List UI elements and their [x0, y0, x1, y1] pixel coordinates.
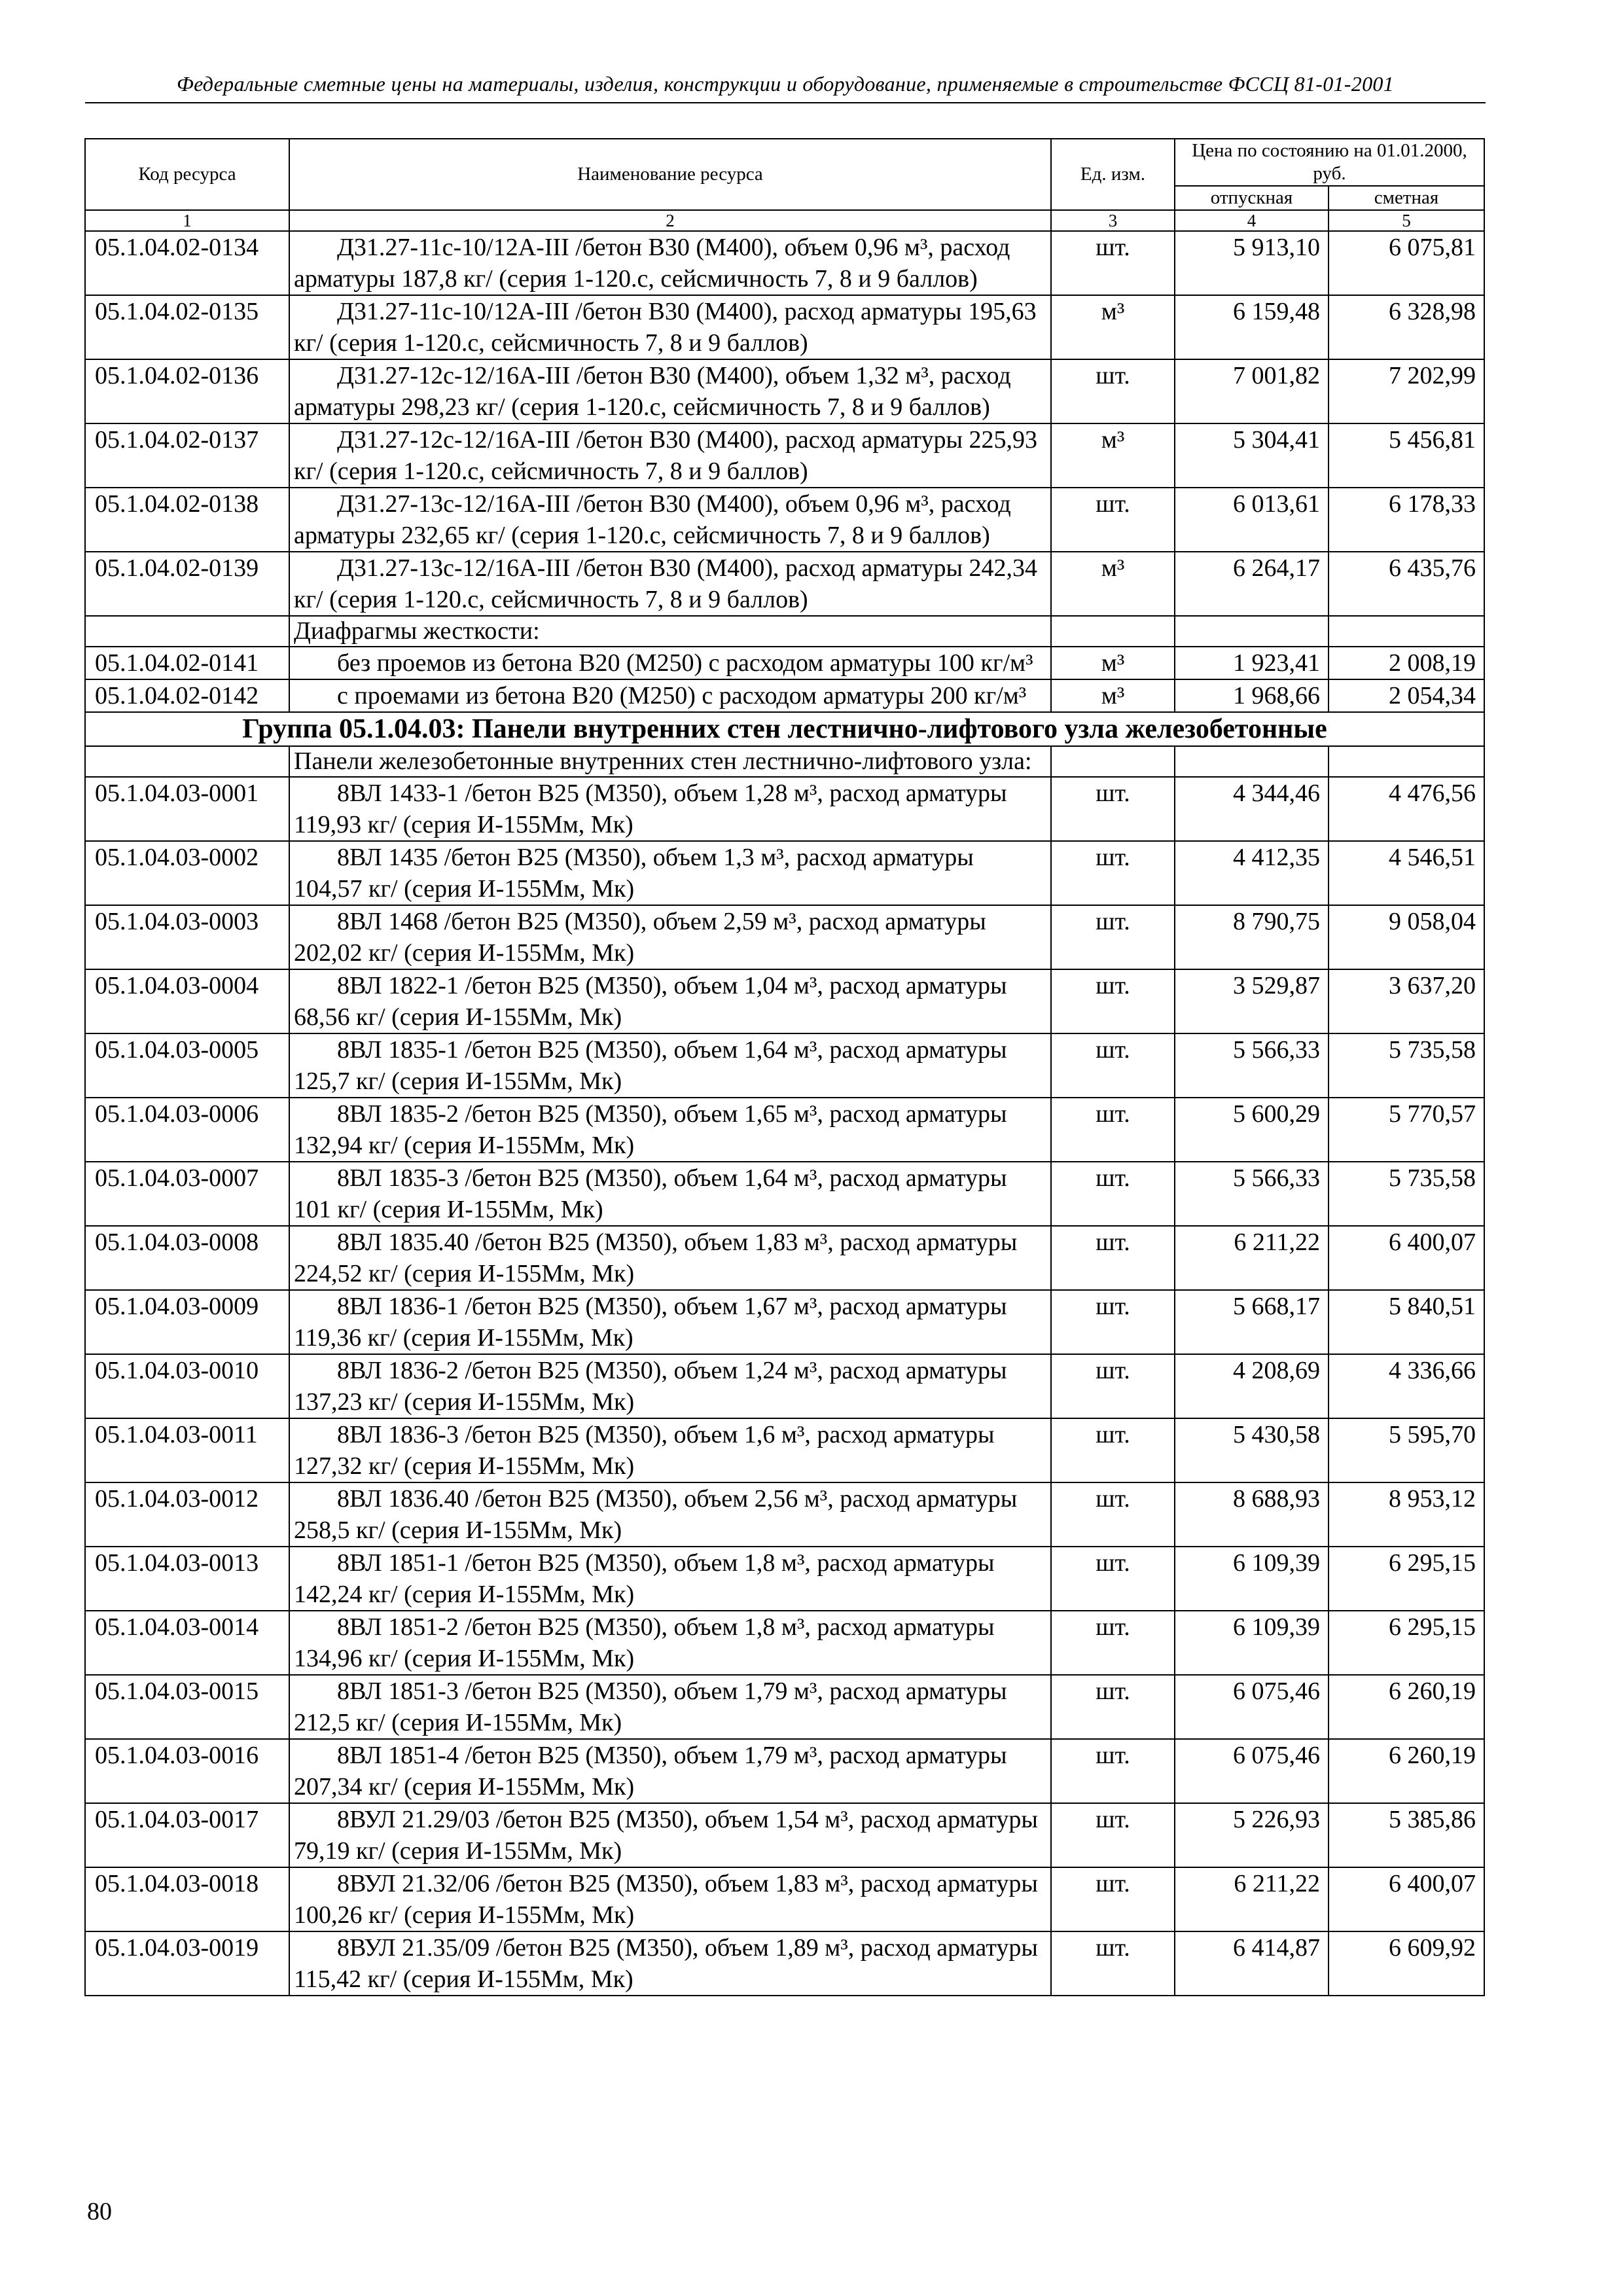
resource-unit: м³: [1051, 552, 1175, 616]
resource-code: 05.1.04.02-0141: [85, 647, 289, 679]
resource-code: 05.1.04.03-0002: [85, 841, 289, 905]
resource-name: 8ВУЛ 21.35/09 /бетон В25 (М350), объем 1,89 м³, расход арматуры 115,42 кг/ (серия И-155Мм, Мк): [294, 1934, 1038, 1993]
resource-code: 05.1.04.03-0009: [85, 1290, 289, 1354]
resource-code: 05.1.04.03-0007: [85, 1162, 289, 1226]
group-heading: Группа 05.1.04.03: Панели внутренних стен лестнично-лифтового узла железобетонные: [85, 712, 1484, 746]
resource-code: 05.1.04.03-0005: [85, 1033, 289, 1098]
column-number: 2: [289, 210, 1051, 231]
estimate-price: 2 008,19: [1329, 647, 1484, 679]
resource-code: 05.1.04.03-0014: [85, 1611, 289, 1675]
resource-name-cell: [289, 1547, 1051, 1611]
resource-unit: шт.: [1051, 231, 1175, 295]
resource-name-cell: [289, 1675, 1051, 1739]
table-row: [85, 1931, 1484, 1996]
table-row: [85, 1867, 1484, 1931]
resource-unit: шт.: [1051, 1418, 1175, 1482]
resource-name-cell: [289, 552, 1051, 616]
resource-name: Д31.27-11с-10/12А-III /бетон В30 (М400), расход арматуры 195,63 кг/ (серия 1-120.с, сейсмичность 7, 8 и 9 баллов): [294, 298, 1037, 357]
empty-cell: [1051, 616, 1175, 647]
table-row: [85, 1675, 1484, 1739]
column-number: 4: [1175, 210, 1329, 231]
resource-unit: шт.: [1051, 1867, 1175, 1931]
resource-unit: шт.: [1051, 488, 1175, 552]
page-number: 80: [87, 2198, 112, 2225]
release-price: 6 109,39: [1175, 1611, 1329, 1675]
empty-cell: [1329, 616, 1484, 647]
resource-code: 05.1.04.02-0139: [85, 552, 289, 616]
subheading: Диафрагмы жесткости:: [289, 616, 1051, 647]
table-row: [85, 1354, 1484, 1418]
table-body: [85, 231, 1484, 1996]
header-unit: Ед. изм.: [1051, 139, 1175, 210]
resource-name: 8ВЛ 1851-1 /бетон В25 (М350), объем 1,8 м³, расход арматуры 142,24 кг/ (серия И-155Мм, Мк): [294, 1549, 995, 1608]
resource-name: 8ВЛ 1851-3 /бетон В25 (М350), объем 1,79 м³, расход арматуры 212,5 кг/ (серия И-155Мм, Мк): [294, 1677, 1007, 1736]
resource-name: 8ВЛ 1835-1 /бетон В25 (М350), объем 1,64 м³, расход арматуры 125,7 кг/ (серия И-155Мм, Мк): [294, 1036, 1007, 1095]
resource-unit: шт.: [1051, 777, 1175, 841]
estimate-price: 8 953,12: [1329, 1482, 1484, 1547]
table-row: [85, 969, 1484, 1033]
table-row: [85, 1162, 1484, 1226]
column-number: 1: [85, 210, 289, 231]
release-price: 1 923,41: [1175, 647, 1329, 679]
resource-name-cell: [289, 1098, 1051, 1162]
resource-name: 8ВЛ 1822-1 /бетон В25 (М350), объем 1,04 м³, расход арматуры 68,56 кг/ (серия И-155Мм, Мк): [294, 972, 1007, 1031]
release-price: 5 566,33: [1175, 1162, 1329, 1226]
resource-name: Д31.27-12с-12/16А-III /бетон В30 (М400), расход арматуры 225,93 кг/ (серия 1-120.с, сейсмичность 7, 8 и 9 баллов): [294, 426, 1037, 485]
resource-name: 8ВЛ 1836.40 /бетон В25 (М350), объем 2,56 м³, расход арматуры 258,5 кг/ (серия И-155Мм, Мк): [294, 1485, 1018, 1544]
resource-code: 05.1.04.03-0013: [85, 1547, 289, 1611]
estimate-price: 6 260,19: [1329, 1675, 1484, 1739]
table-row: [85, 1033, 1484, 1098]
resource-name: 8ВЛ 1836-2 /бетон В25 (М350), объем 1,24 м³, расход арматуры 137,23 кг/ (серия И-155Мм, Мк): [294, 1357, 1007, 1416]
resource-code: 05.1.04.03-0006: [85, 1098, 289, 1162]
resource-unit: шт.: [1051, 1290, 1175, 1354]
resource-name-cell: [289, 488, 1051, 552]
estimate-price: 6 260,19: [1329, 1739, 1484, 1803]
resource-code: 05.1.04.02-0135: [85, 295, 289, 359]
resource-name-cell: [289, 1418, 1051, 1482]
resource-code: 05.1.04.03-0015: [85, 1675, 289, 1739]
release-price: 8 688,93: [1175, 1482, 1329, 1547]
resource-name: с проемами из бетона В20 (М250) с расходом арматуры 200 кг/м³: [337, 682, 1027, 709]
resource-name: 8ВЛ 1836-1 /бетон В25 (М350), объем 1,67 м³, расход арматуры 119,36 кг/ (серия И-155Мм, Мк): [294, 1293, 1007, 1352]
header-price: Цена по состоянию на 01.01.2000, руб.: [1175, 139, 1484, 186]
resource-unit: шт.: [1051, 1675, 1175, 1739]
resource-name-cell: [289, 1803, 1051, 1867]
resource-unit: м³: [1051, 423, 1175, 488]
release-price: 6 264,17: [1175, 552, 1329, 616]
resource-unit: шт.: [1051, 1226, 1175, 1290]
resource-name-cell: [289, 1226, 1051, 1290]
resource-name-cell: [289, 423, 1051, 488]
empty-cell: [85, 746, 289, 777]
header-code: Код ресурса: [85, 139, 289, 210]
estimate-price: 6 295,15: [1329, 1611, 1484, 1675]
subheading-row: [85, 616, 1484, 647]
table-row: [85, 777, 1484, 841]
resource-name: 8ВУЛ 21.32/06 /бетон В25 (М350), объем 1,83 м³, расход арматуры 100,26 кг/ (серия И-155Мм, Мк): [294, 1870, 1038, 1929]
estimate-price: 5 456,81: [1329, 423, 1484, 488]
table-row: [85, 1418, 1484, 1482]
release-price: 5 913,10: [1175, 231, 1329, 295]
empty-cell: [1175, 746, 1329, 777]
resource-name: Д31.27-13с-12/16А-III /бетон В30 (М400), расход арматуры 242,34 кг/ (серия 1-120.с, сейсмичность 7, 8 и 9 баллов): [294, 554, 1037, 613]
resource-code: 05.1.04.02-0138: [85, 488, 289, 552]
estimate-price: 6 295,15: [1329, 1547, 1484, 1611]
table-row: [85, 1803, 1484, 1867]
resource-name: 8ВЛ 1835-3 /бетон В25 (М350), объем 1,64 м³, расход арматуры 101 кг/ (серия И-155Мм, Мк): [294, 1164, 1007, 1223]
price-table: [84, 138, 1485, 1996]
resource-unit: шт.: [1051, 905, 1175, 969]
resource-name: 8ВЛ 1468 /бетон В25 (М350), объем 2,59 м³, расход арматуры 202,02 кг/ (серия И-155Мм, Мк): [294, 908, 986, 967]
release-price: 3 529,87: [1175, 969, 1329, 1033]
resource-name-cell: [289, 647, 1051, 679]
estimate-price: 2 054,34: [1329, 679, 1484, 712]
resource-name: Д31.27-12с-12/16А-III /бетон В30 (М400), объем 1,32 м³, расход арматуры 298,23 кг/ (серия 1-120.с, сейсмичность 7, 8 и 9 баллов): [294, 362, 1011, 421]
release-price: 4 208,69: [1175, 1354, 1329, 1418]
resource-unit: шт.: [1051, 1033, 1175, 1098]
release-price: 6 159,48: [1175, 295, 1329, 359]
resource-name-cell: [289, 905, 1051, 969]
resource-unit: м³: [1051, 647, 1175, 679]
resource-name-cell: [289, 1611, 1051, 1675]
resource-name-cell: [289, 969, 1051, 1033]
resource-unit: шт.: [1051, 1162, 1175, 1226]
resource-code: 05.1.04.03-0019: [85, 1931, 289, 1996]
header-name: Наименование ресурса: [289, 139, 1051, 210]
release-price: 6 211,22: [1175, 1226, 1329, 1290]
table-row: [85, 423, 1484, 488]
resource-name: 8ВЛ 1836-3 /бетон В25 (М350), объем 1,6 м³, расход арматуры 127,32 кг/ (серия И-155Мм, Мк): [294, 1421, 995, 1480]
empty-cell: [1175, 616, 1329, 647]
estimate-price: 6 328,98: [1329, 295, 1484, 359]
resource-code: 05.1.04.03-0008: [85, 1226, 289, 1290]
release-price: 6 075,46: [1175, 1675, 1329, 1739]
resource-name: 8ВЛ 1433-1 /бетон В25 (М350), объем 1,28 м³, расход арматуры 119,93 кг/ (серия И-155Мм, Мк): [294, 780, 1007, 838]
release-price: 7 001,82: [1175, 359, 1329, 423]
resource-name: 8ВЛ 1835.40 /бетон В25 (М350), объем 1,83 м³, расход арматуры 224,52 кг/ (серия И-155Мм, Мк): [294, 1229, 1018, 1287]
resource-name-cell: [289, 1033, 1051, 1098]
table-row: [85, 1739, 1484, 1803]
column-number: 5: [1329, 210, 1484, 231]
subheading-row: [85, 746, 1484, 777]
estimate-price: 6 178,33: [1329, 488, 1484, 552]
table-row: [85, 231, 1484, 295]
resource-name: 8ВУЛ 21.29/03 /бетон В25 (М350), объем 1,54 м³, расход арматуры 79,19 кг/ (серия И-155Мм, Мк): [294, 1806, 1038, 1865]
resource-name-cell: [289, 295, 1051, 359]
empty-cell: [1051, 746, 1175, 777]
resource-name-cell: [289, 1162, 1051, 1226]
table-row: [85, 1482, 1484, 1547]
release-price: 5 600,29: [1175, 1098, 1329, 1162]
header-rule: [85, 102, 1486, 103]
resource-name-cell: [289, 359, 1051, 423]
resource-unit: шт.: [1051, 1739, 1175, 1803]
estimate-price: 7 202,99: [1329, 359, 1484, 423]
release-price: 8 790,75: [1175, 905, 1329, 969]
resource-name-cell: [289, 1290, 1051, 1354]
resource-code: 05.1.04.02-0137: [85, 423, 289, 488]
resource-name-cell: [289, 841, 1051, 905]
table-row: [85, 841, 1484, 905]
resource-code: 05.1.04.03-0001: [85, 777, 289, 841]
release-price: 5 566,33: [1175, 1033, 1329, 1098]
estimate-price: 9 058,04: [1329, 905, 1484, 969]
resource-name-cell: [289, 1482, 1051, 1547]
resource-unit: шт.: [1051, 1931, 1175, 1996]
estimate-price: 5 595,70: [1329, 1418, 1484, 1482]
resource-name: Д31.27-13с-12/16А-III /бетон В30 (М400), объем 0,96 м³, расход арматуры 232,65 кг/ (серия 1-120.с, сейсмичность 7, 8 и 9 баллов): [294, 490, 1011, 549]
table-row: [85, 1226, 1484, 1290]
resource-unit: шт.: [1051, 969, 1175, 1033]
table-row: [85, 1098, 1484, 1162]
resource-name: 8ВЛ 1435 /бетон В25 (М350), объем 1,3 м³, расход арматуры 104,57 кг/ (серия И-155Мм, Мк): [294, 844, 974, 903]
column-number: 3: [1051, 210, 1175, 231]
resource-unit: шт.: [1051, 1098, 1175, 1162]
resource-unit: шт.: [1051, 1354, 1175, 1418]
estimate-price: 3 637,20: [1329, 969, 1484, 1033]
estimate-price: 6 075,81: [1329, 231, 1484, 295]
resource-name-cell: [289, 1931, 1051, 1996]
estimate-price: 5 735,58: [1329, 1162, 1484, 1226]
table-row: [85, 295, 1484, 359]
resource-unit: шт.: [1051, 841, 1175, 905]
release-price: 4 412,35: [1175, 841, 1329, 905]
estimate-price: 4 336,66: [1329, 1354, 1484, 1418]
release-price: 5 430,58: [1175, 1418, 1329, 1482]
resource-code: 05.1.04.03-0004: [85, 969, 289, 1033]
resource-name: Д31.27-11с-10/12А-III /бетон В30 (М400), объем 0,96 м³, расход арматуры 187,8 кг/ (серия 1-120.с, сейсмичность 7, 8 и 9 баллов): [294, 234, 1010, 293]
table-row: [85, 1611, 1484, 1675]
header-estimate-price: сметная: [1329, 186, 1484, 210]
resource-name-cell: [289, 1739, 1051, 1803]
resource-code: 05.1.04.03-0018: [85, 1867, 289, 1931]
estimate-price: 6 435,76: [1329, 552, 1484, 616]
empty-cell: [85, 616, 289, 647]
estimate-price: 6 609,92: [1329, 1931, 1484, 1996]
release-price: 5 668,17: [1175, 1290, 1329, 1354]
table-row: [85, 905, 1484, 969]
resource-code: 05.1.04.03-0016: [85, 1739, 289, 1803]
resource-name-cell: [289, 1354, 1051, 1418]
release-price: 6 013,61: [1175, 488, 1329, 552]
table-row: [85, 1547, 1484, 1611]
resource-code: 05.1.04.03-0011: [85, 1418, 289, 1482]
release-price: 6 109,39: [1175, 1547, 1329, 1611]
estimate-price: 5 770,57: [1329, 1098, 1484, 1162]
resource-code: 05.1.04.03-0003: [85, 905, 289, 969]
table-row: [85, 552, 1484, 616]
resource-name: без проемов из бетона В20 (М250) с расходом арматуры 100 кг/м³: [337, 649, 1033, 677]
table-row: [85, 488, 1484, 552]
running-header: Федеральные сметные цены на материалы, изделия, конструкции и оборудование, применяемые в строительстве ФССЦ 81-01-2001: [177, 72, 1394, 96]
estimate-price: 4 546,51: [1329, 841, 1484, 905]
release-price: 5 226,93: [1175, 1803, 1329, 1867]
resource-code: 05.1.04.03-0012: [85, 1482, 289, 1547]
resource-unit: шт.: [1051, 1482, 1175, 1547]
release-price: 6 075,46: [1175, 1739, 1329, 1803]
resource-name-cell: [289, 1867, 1051, 1931]
resource-code: 05.1.04.02-0136: [85, 359, 289, 423]
resource-unit: шт.: [1051, 1547, 1175, 1611]
resource-unit: м³: [1051, 679, 1175, 712]
resource-name: 8ВЛ 1851-2 /бетон В25 (М350), объем 1,8 м³, расход арматуры 134,96 кг/ (серия И-155Мм, Мк): [294, 1613, 995, 1672]
subheading: Панели железобетонные внутренних стен лестнично-лифтового узла:: [289, 746, 1051, 777]
group-heading-row: [85, 712, 1484, 746]
table-row: [85, 359, 1484, 423]
release-price: 6 211,22: [1175, 1867, 1329, 1931]
header-release-price: отпускная: [1175, 186, 1329, 210]
table-row: [85, 679, 1484, 712]
release-price: 5 304,41: [1175, 423, 1329, 488]
estimate-price: 6 400,07: [1329, 1226, 1484, 1290]
resource-code: 05.1.04.02-0134: [85, 231, 289, 295]
table-row: [85, 1290, 1484, 1354]
resource-unit: шт.: [1051, 1611, 1175, 1675]
resource-name: 8ВЛ 1835-2 /бетон В25 (М350), объем 1,65 м³, расход арматуры 132,94 кг/ (серия И-155Мм, Мк): [294, 1100, 1007, 1159]
resource-code: 05.1.04.03-0010: [85, 1354, 289, 1418]
resource-code: 05.1.04.03-0017: [85, 1803, 289, 1867]
estimate-price: 6 400,07: [1329, 1867, 1484, 1931]
resource-code: 05.1.04.02-0142: [85, 679, 289, 712]
release-price: 6 414,87: [1175, 1931, 1329, 1996]
resource-unit: м³: [1051, 295, 1175, 359]
resource-name-cell: [289, 777, 1051, 841]
resource-name-cell: [289, 679, 1051, 712]
empty-cell: [1329, 746, 1484, 777]
release-price: 4 344,46: [1175, 777, 1329, 841]
estimate-price: 5 385,86: [1329, 1803, 1484, 1867]
resource-name-cell: [289, 231, 1051, 295]
estimate-price: 5 735,58: [1329, 1033, 1484, 1098]
resource-unit: шт.: [1051, 1803, 1175, 1867]
estimate-price: 5 840,51: [1329, 1290, 1484, 1354]
resource-unit: шт.: [1051, 359, 1175, 423]
resource-name: 8ВЛ 1851-4 /бетон В25 (М350), объем 1,79 м³, расход арматуры 207,34 кг/ (серия И-155Мм, Мк): [294, 1742, 1007, 1801]
table-row: [85, 647, 1484, 679]
estimate-price: 4 476,56: [1329, 777, 1484, 841]
release-price: 1 968,66: [1175, 679, 1329, 712]
